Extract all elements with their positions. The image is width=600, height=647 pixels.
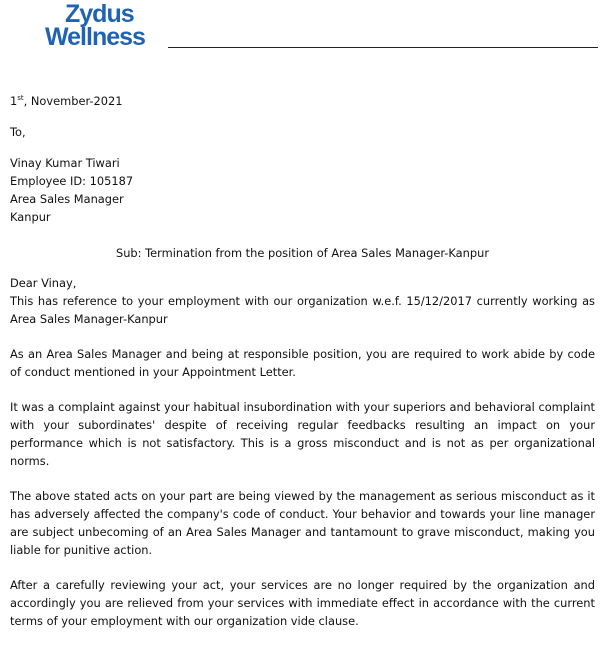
recipient-block bbox=[10, 154, 595, 226]
logo-line-1: Zydus bbox=[65, 0, 134, 28]
logo-line-2: Wellness bbox=[45, 23, 145, 51]
recipient-location: Kanpur bbox=[10, 210, 51, 224]
paragraph-5: After a carefully reviewing your act, your services are no longer required by the organization and accordingly you are relieved from your services with immediate effect in accordance with the current terms of your employment with our organization vide clause. bbox=[10, 578, 595, 628]
date-day: 1 bbox=[10, 94, 18, 108]
letter-body bbox=[10, 92, 595, 647]
subject-line: Sub: Termination from the position of Area Sales Manager-Kanpur bbox=[115, 246, 489, 260]
recipient-designation: Area Sales Manager bbox=[10, 192, 124, 206]
company-logo bbox=[45, 2, 169, 50]
paragraph-3: It was a complaint against your habitual insubordination with your superiors and behavioral complaint with your subordinates' despite of receiving regular feedbacks resulting an impact on your performance which is not satisfactory. This is a gross misconduct and is not as per organizational norms. bbox=[10, 400, 595, 468]
recipient-employee-id: Employee ID: 105187 bbox=[10, 174, 134, 188]
salutation: Dear Vinay, bbox=[10, 276, 77, 290]
letter-date bbox=[10, 92, 595, 110]
paragraph-2: As an Area Sales Manager and being at responsible position, you are required to work abide by code of conduct mentioned in your Appointment Letter. bbox=[10, 347, 595, 379]
date-rest: , November-2021 bbox=[23, 94, 123, 108]
recipient-name: Vinay Kumar Tiwari bbox=[10, 156, 120, 170]
to-label: To, bbox=[10, 125, 26, 139]
letterhead-rule bbox=[168, 47, 598, 48]
paragraph-1: This has reference to your employment with our organization w.e.f. 15/12/2017 currently working as Area Sales Manager-Kanpur bbox=[10, 294, 595, 326]
date-suffix: st bbox=[17, 94, 24, 102]
paragraph-4: The above stated acts on your part are being viewed by the management as serious misconduct as it has adversely affected the company's code of conduct. Your behavior and towards your line manager are subject unbecoming of an Area Sales Manager and tantamount to grave misconduct, making you liable for punitive action. bbox=[10, 489, 595, 557]
